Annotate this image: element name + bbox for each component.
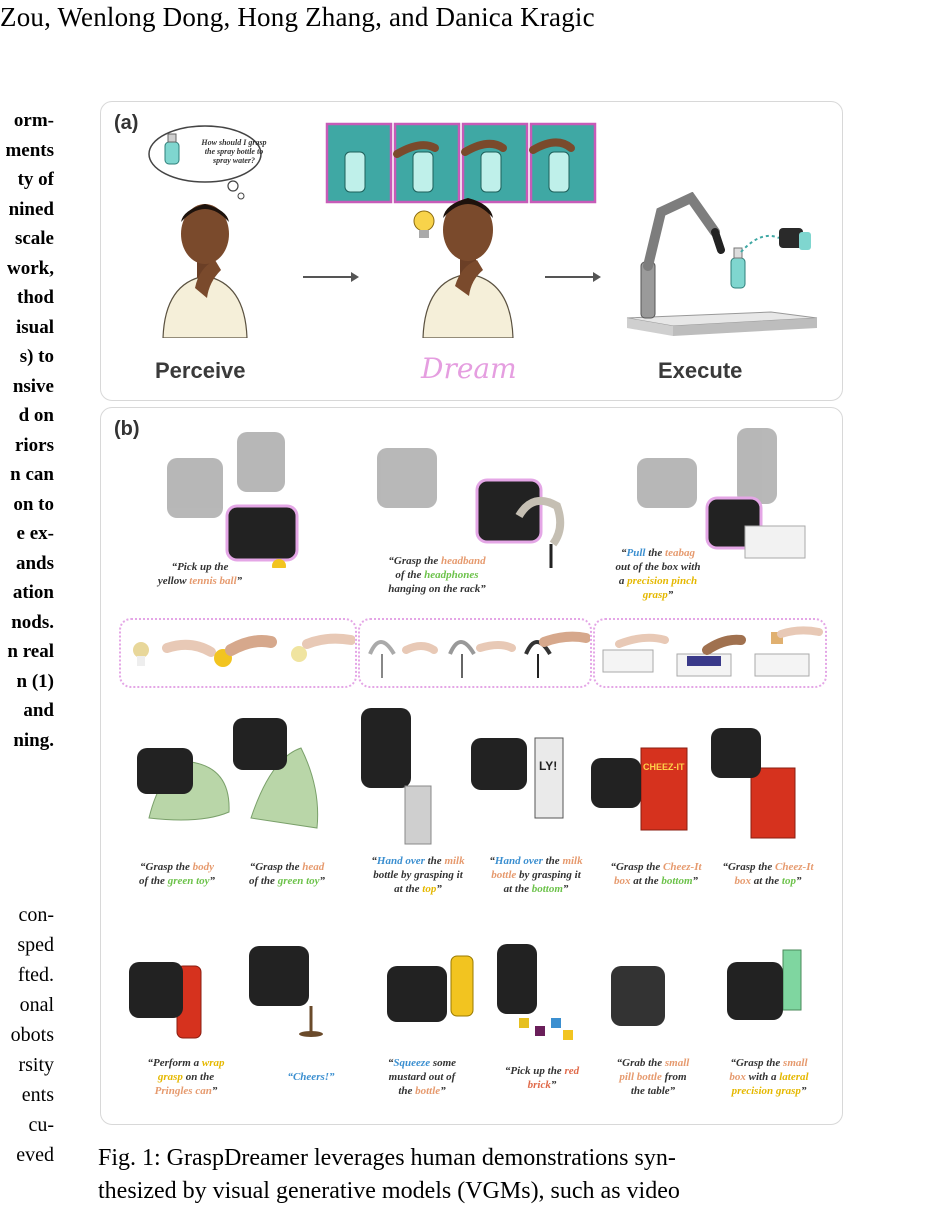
stage-execute: Execute — [658, 358, 743, 383]
body-line: ents — [21, 1084, 54, 1106]
caption-small-box: “Grasp the small box with a lateral precision grasp” — [729, 1057, 809, 1097]
abstract-line: ning. — [13, 729, 54, 751]
left-column-body — [0, 900, 54, 1170]
abstract-line: and — [23, 700, 54, 721]
caption-pill-bottle: “Grab the small pill bottle from the table” — [616, 1057, 690, 1097]
caption-cheezit-top: “Grasp the Cheez-It box at the top” — [722, 861, 814, 887]
mustard-bottle-icon — [451, 956, 473, 1016]
caption-line: Fig. 1: GraspDreamer leverages human demonstrations syn- — [98, 1145, 676, 1171]
abstract-line: ments — [5, 139, 54, 161]
caption-milk-top: “Hand over the milk bottle by grasping it at the top” — [371, 855, 465, 895]
body-line: rsity — [18, 1054, 54, 1076]
figure-panel-a — [100, 101, 843, 401]
body-line: obots — [10, 1024, 54, 1046]
abstract-line: nined — [8, 198, 54, 220]
abstract-line: riors — [14, 434, 54, 456]
spray-bottle-icon — [345, 152, 365, 192]
left-column-abstract — [0, 106, 54, 755]
abstract-line: on to — [13, 493, 54, 515]
body-line: con- — [18, 904, 54, 926]
body-line: eved — [16, 1144, 54, 1166]
arrow-right-icon — [301, 270, 361, 284]
caption-teabag: “Pull the teabag out of the box with a precision pinch grasp” — [615, 547, 701, 601]
body-line: onal — [19, 994, 54, 1016]
human-demo-frames-1 — [119, 618, 357, 688]
stage-dream: Dream — [421, 352, 517, 385]
abstract-line: nods. — [11, 611, 54, 633]
human-demo-frames-3 — [593, 618, 827, 688]
figure-caption — [98, 1142, 838, 1208]
abstract-line: e ex- — [16, 523, 54, 544]
abstract-line: ands — [15, 552, 54, 574]
body-line: sped — [17, 934, 54, 956]
milk-carton-label: LY! — [539, 759, 558, 773]
row1-robot-hands — [127, 418, 817, 568]
cheezit-box-label: CHEEZ-IT — [643, 762, 685, 772]
caption-tennis-ball: “Pick up the yellow tennis ball” — [157, 561, 243, 587]
abstract-line: scale — [14, 228, 54, 249]
caption-mustard: “Squeeze some mustard out of the bottle” — [387, 1057, 457, 1097]
panel-a-label: (a) — [114, 112, 139, 134]
abstract-line: thod — [17, 287, 54, 308]
human-hand-headphones-frames — [360, 620, 590, 686]
abstract-line: ation — [12, 582, 54, 603]
person-dream-illustration — [413, 178, 523, 338]
caption-cheezit-bottom: “Grasp the Cheez-It box at the bottom” — [610, 861, 702, 887]
human-hand-ball-frames — [121, 620, 355, 686]
body-line: fted. — [17, 964, 54, 986]
robot-arm-illustration — [621, 192, 821, 342]
caption-milk-bottom: “Hand over the milk bottle by grasping it at the bottom” — [489, 855, 583, 895]
thought-text: How should I grasp the spray bottle to spray water? — [201, 138, 267, 165]
human-demo-frames-2 — [358, 618, 592, 688]
row3-robot-hands — [121, 936, 821, 1056]
caption-line: thesized by visual generative models (VGMs), such as video — [98, 1178, 680, 1204]
caption-headphones: “Grasp the headband of the headphones hanging on the rack” — [388, 555, 486, 595]
abstract-line: orm- — [13, 110, 54, 131]
abstract-line: ty of — [17, 169, 54, 190]
abstract-line: s) to — [19, 346, 54, 367]
stage-perceive: Perceive — [155, 358, 246, 383]
caption-pringles: “Perform a wrap grasp on the Pringles can” — [147, 1057, 225, 1097]
person-perceive-illustration — [155, 188, 255, 338]
running-header: Zou, Wenlong Dong, Hong Zhang, and Danica Kragic — [0, 2, 595, 32]
arrow-right-icon — [543, 270, 603, 284]
caption-toy-body: “Grasp the body of the green toy” — [138, 861, 216, 887]
caption-red-brick: “Pick up the red brick” — [504, 1065, 580, 1091]
abstract-line: d on — [18, 405, 54, 426]
row2-robot-hands — [121, 708, 821, 848]
abstract-line: n real — [7, 641, 54, 662]
panel-b-label: (b) — [114, 418, 140, 440]
human-hand-teabag-frames — [595, 620, 825, 686]
abstract-line: n can — [10, 464, 54, 485]
caption-toy-head: “Grasp the head of the green toy” — [248, 861, 326, 887]
abstract-line: work, — [7, 257, 54, 279]
abstract-line: n (1) — [16, 670, 54, 692]
spray-bottle-icon — [549, 152, 569, 192]
figure-panel-b — [100, 407, 843, 1125]
body-line: cu- — [28, 1114, 54, 1136]
caption-cheers: “Cheers!” — [287, 1071, 335, 1083]
abstract-line: isual — [15, 316, 54, 338]
abstract-line: nsive — [12, 375, 54, 397]
